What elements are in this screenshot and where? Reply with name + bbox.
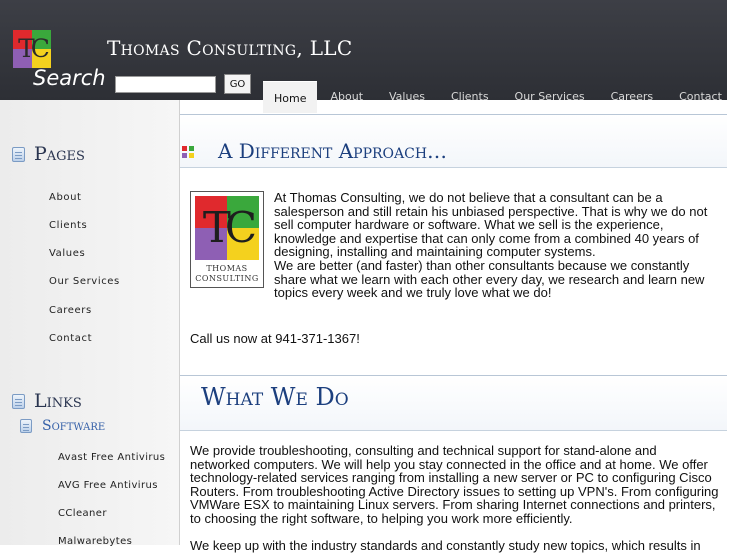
- logo-letters: TC: [18, 34, 46, 63]
- sidebar-item-our-services[interactable]: Our Services: [49, 276, 120, 287]
- document-icon: [12, 394, 25, 409]
- call-us-text: Call us now at 941-371-1367!: [190, 331, 360, 346]
- intro-paragraph: At Thomas Consulting, we do not believe that a consultant can be a salesperson and still retain his unbiased perspective. That is why we do not sell computer hardware or software. What we sell is the experience, knowledge and expertise that can only come from a combined 40 years of designing, installing and maintaining computer systems.: [274, 190, 708, 260]
- tab-about[interactable]: About: [330, 90, 364, 103]
- search-label: Search: [33, 66, 106, 90]
- tab-our-services[interactable]: Our Services: [514, 90, 585, 103]
- logo-caption-thomas: THOMAS: [206, 264, 248, 273]
- sidebar-item-about[interactable]: About: [49, 192, 82, 203]
- tab-values[interactable]: Values: [389, 90, 425, 103]
- section-header-approach: [180, 114, 727, 168]
- sidebar-item-values[interactable]: Values: [49, 248, 86, 259]
- sidebar-link-avg[interactable]: AVG Free Antivirus: [58, 480, 158, 491]
- intro-paragraph-2: We are better (and faster) than other consultants because we constantly share what we learn with each other every day, we research and learn new topics every week and we truly love what we do!: [274, 258, 705, 301]
- document-icon: [20, 419, 32, 433]
- sidebar-item-clients[interactable]: Clients: [49, 220, 88, 231]
- links-heading: Links: [12, 390, 82, 412]
- color-grid-icon: [182, 146, 194, 158]
- search-go-button[interactable]: GO: [224, 74, 251, 94]
- software-heading: Software: [20, 418, 105, 434]
- site-title[interactable]: Thomas Consulting, LLC: [107, 36, 353, 60]
- main-nav: [263, 81, 735, 113]
- section-title-approach: A Different Approach…: [218, 139, 448, 163]
- pages-heading: Pages: [12, 143, 85, 165]
- sidebar-link-avast[interactable]: Avast Free Antivirus: [58, 452, 166, 463]
- tab-contact[interactable]: Contact: [679, 90, 722, 103]
- logo-letters: TC: [202, 203, 252, 252]
- section-header-what-we-do: [180, 375, 727, 431]
- tab-careers[interactable]: Careers: [610, 90, 654, 103]
- sidebar-link-ccleaner[interactable]: CCleaner: [58, 508, 107, 519]
- sidebar-link-malwarebytes[interactable]: Malwarebytes: [58, 536, 133, 547]
- site-logo[interactable]: [13, 30, 51, 68]
- sidebar-item-careers[interactable]: Careers: [49, 305, 92, 316]
- services-paragraph: We provide troubleshooting, consulting and technical support for stand-alone and networked computers. We will help you stay connected in the office and at home. We offer technology-related services ranging from installing a new server or PC to configuring Cisco Routers. From troubleshooting Active Directory issues to setting up VPN's. From configuring VMWare ESX to maintaining Linux servers. From sharing Internet connections and printers, to choosing the right software, to helping you work more efficiently.: [190, 443, 719, 526]
- tab-home[interactable]: Home: [263, 81, 317, 113]
- search-input[interactable]: [115, 76, 216, 93]
- logo-caption-consulting: CONSULTING: [195, 274, 259, 283]
- main-content: [180, 114, 727, 553]
- sidebar-item-contact[interactable]: Contact: [49, 333, 93, 344]
- section-title-what-we-do: What We Do: [201, 383, 349, 411]
- tab-clients[interactable]: Clients: [450, 90, 489, 103]
- document-icon: [12, 147, 25, 162]
- services-paragraph-2: We keep up with the industry standards and constantly study new topics, which results in: [190, 538, 701, 553]
- sidebar: [0, 100, 180, 545]
- company-logo: [190, 191, 264, 288]
